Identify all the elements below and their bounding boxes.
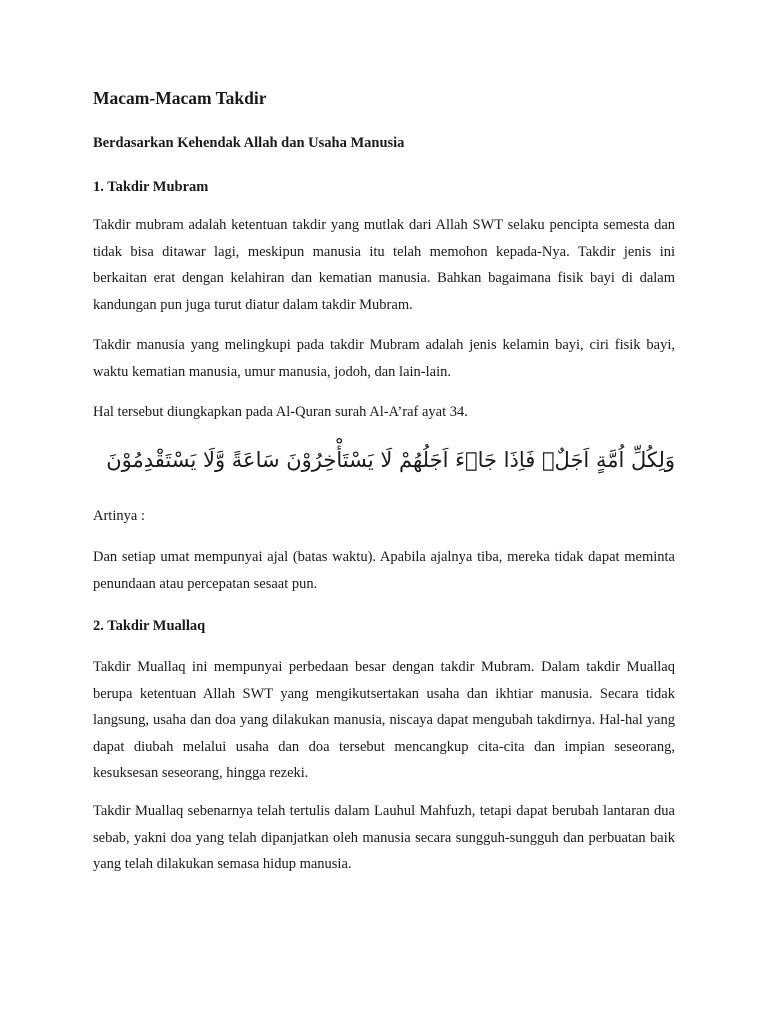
arabic-verse: وَلِكُلِّ اُمَّةٍ اَجَلٌۚ فَاِذَا جَاۤءَ اَجَلُهُمْ لَا يَسْتَأْخِرُوْنَ سَاعَةً وَّلَا يَسْتَقْدِمُوْنَ (106, 448, 675, 472)
paragraph-quran-reference: Hal tersebut diungkapkan pada Al-Quran surah Al-A’raf ayat 34. (93, 404, 468, 420)
paragraph-mubram-definition: Takdir mubram adalah ketentuan takdir yang mutlak dari Allah SWT selaku pencipta semesta dan tidak bisa ditawar lagi, meskipun manusia itu telah memohon kepada-Nya. Takdir jenis ini berkaitan erat dengan kelahiran dan kematian manusia. Bahkan bagaimana fisik bayi di dalam kandungan pun juga turut diatur dalam takdir Mubram. (93, 217, 675, 313)
document-page (93, 84, 675, 872)
artinya-label: Artinya : (93, 508, 145, 524)
document-subtitle: Berdasarkan Kehendak Allah dan Usaha Manusia (93, 135, 405, 151)
paragraph-muallaq-change: Takdir Muallaq sebenarnya telah tertulis dalam Lauhul Mahfuzh, tetapi dapat berubah lantaran dua sebab, yakni doa yang telah dipanjatkan oleh manusia secara sungguh-sungguh dan perbuatan baik yang telah dilakukan semasa hidup manusia. (93, 803, 675, 872)
section-heading-takdir-muallaq: 2. Takdir Muallaq (93, 618, 206, 634)
paragraph-mubram-examples: Takdir manusia yang melingkupi pada takdir Mubram adalah jenis kelamin bayi, ciri fisik bayi, waktu kematian manusia, umur manusia, jodoh, dan lain-lain. (93, 337, 675, 380)
section-heading-takdir-mubram: 1. Takdir Mubram (93, 179, 209, 195)
document-title: Macam-Macam Takdir (93, 88, 267, 108)
paragraph-muallaq-definition: Takdir Muallaq ini mempunyai perbedaan besar dengan takdir Mubram. Dalam takdir Muallaq berupa ketentuan Allah SWT yang mengikutsertakan usaha dan ikhtiar manusia. Secara tidak langsung, usaha dan doa yang dilakukan manusia, niscaya dapat mengubah takdirnya. Hal-hal yang dapat diubah melalui usaha dan doa tersebut mencangkup cita-cita dan impian seseorang, kesuksesan seseorang, hingga rezeki. (93, 659, 675, 781)
paragraph-translation: Dan setiap umat mempunyai ajal (batas waktu). Apabila ajalnya tiba, mereka tidak dapat meminta penundaan atau percepatan sesaat pun. (93, 549, 675, 592)
